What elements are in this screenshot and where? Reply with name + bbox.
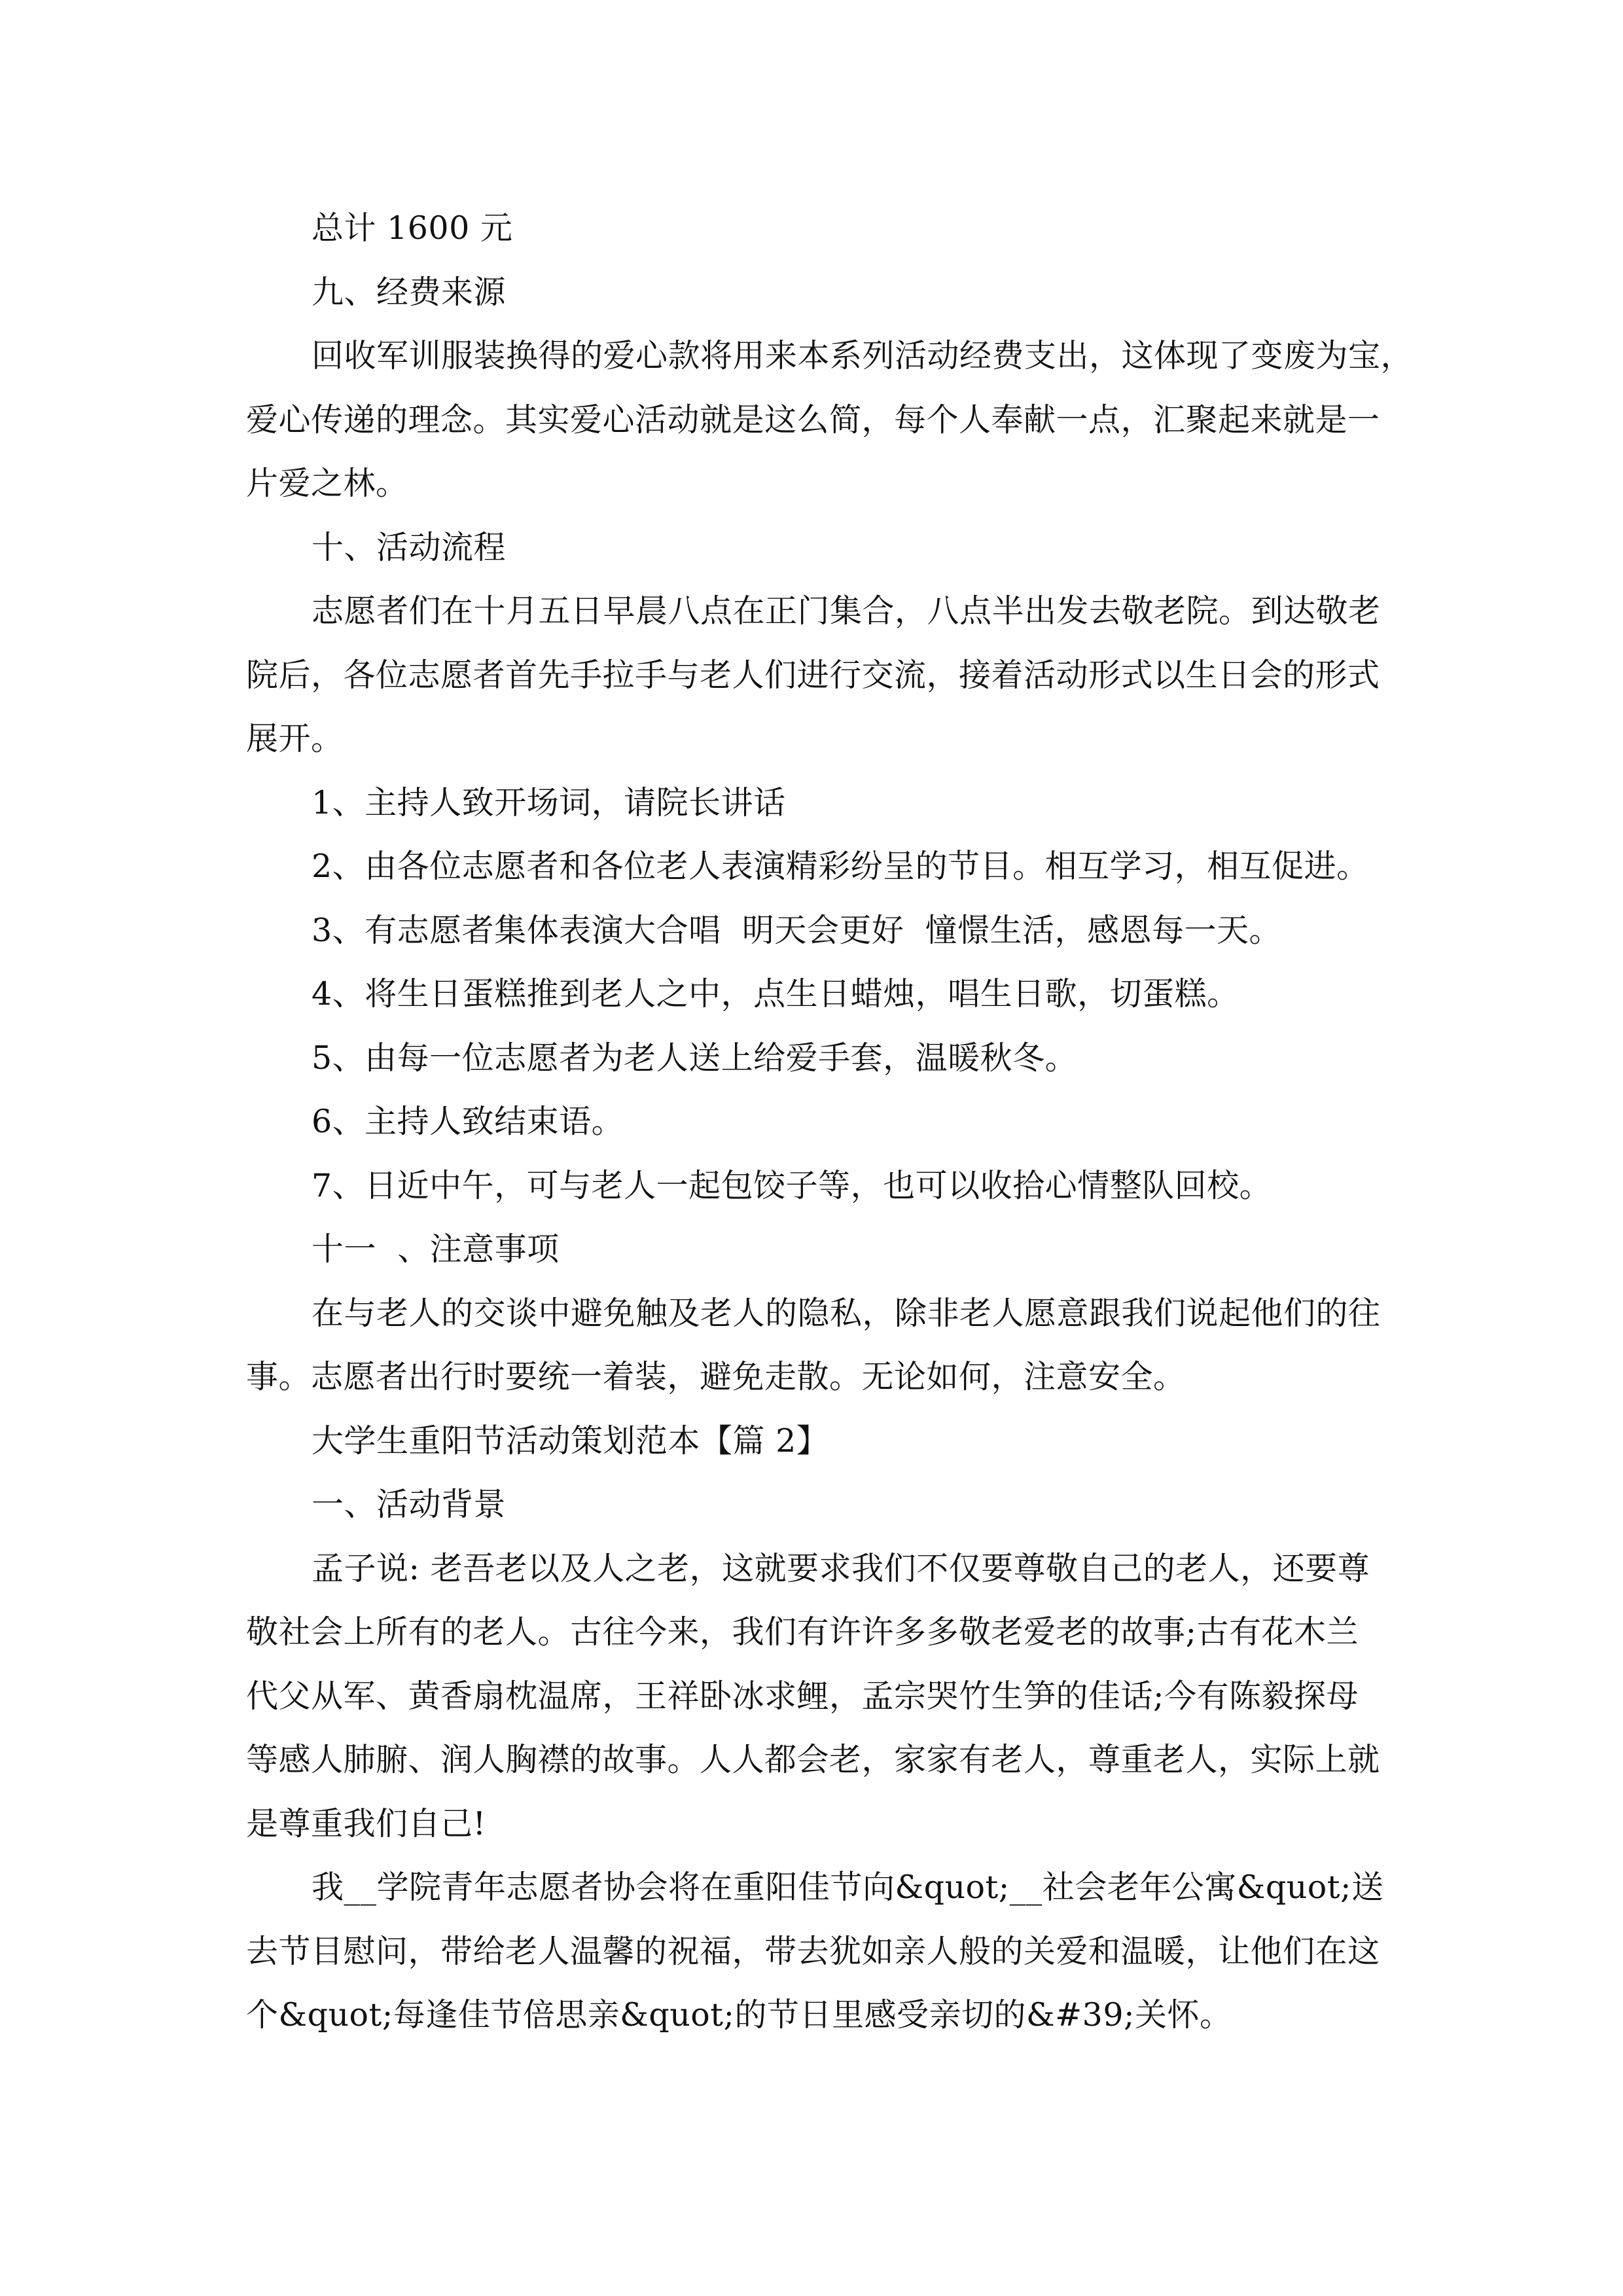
paragraph-line: 片爱之林。 <box>246 465 408 502</box>
section-heading-process: 十、活动流程 <box>312 528 507 566</box>
paragraph-line: 去节目慰问，带给老人温馨的祝福，带去犹如亲人般的关爱和温暖，让他们在这 <box>246 1932 1380 1970</box>
paragraph-line: 敬社会上所有的老人。古往今来，我们有许许多多敬老爱老的故事;古有花木兰 <box>246 1613 1359 1651</box>
section-heading-background: 一、活动背景 <box>312 1486 507 1523</box>
paragraph-line: 个&quot;每逢佳节倍思亲&quot;的节日里感受亲切的&#39;关怀。 <box>246 1996 1232 2034</box>
list-item: 3、有志愿者集体表演大合唱 明天会更好 憧憬生活，感恩每一天。 <box>312 911 1281 949</box>
paragraph-line: 院后，各位志愿者首先手拉手与老人们进行交流，接着活动形式以生日会的形式 <box>246 656 1380 694</box>
list-item: 5、由每一位志愿者为老人送上给爱手套，温暖秋冬。 <box>312 1039 1078 1077</box>
paragraph-line: 是尊重我们自己! <box>246 1804 486 1842</box>
document-body <box>246 196 1414 2047</box>
paragraph-line: 展开。 <box>246 720 344 757</box>
budget-total: 总计 1600 元 <box>312 209 513 247</box>
article-title: 大学生重阳节活动策划范本【篇 2】 <box>312 1422 829 1460</box>
list-item: 1、主持人致开场词，请院长讲话 <box>312 783 786 821</box>
list-item: 6、主持人致结束语。 <box>312 1103 624 1140</box>
paragraph-line: 爱心传递的理念。其实爱心活动就是这么简，每个人奉献一点，汇聚起来就是一 <box>246 401 1380 439</box>
section-heading-funding: 九、经费来源 <box>312 273 507 311</box>
paragraph-line: 我__学院青年志愿者协会将在重阳佳节向&quot;__社会老年公寓&quot;送 <box>312 1869 1384 1906</box>
paragraph-line: 等感人肺腑、润人胸襟的故事。人人都会老，家家有老人，尊重老人，实际上就 <box>246 1741 1380 1778</box>
paragraph-line: 在与老人的交谈中避免触及老人的隐私，除非老人愿意跟我们说起他们的往 <box>312 1294 1381 1332</box>
paragraph-line: 孟子说: 老吾老以及人之老，这就要求我们不仅要尊敬自己的老人，还要尊 <box>312 1549 1370 1587</box>
paragraph-line: 回收军训服装换得的爱心款将用来本系列活动经费支出，这体现了变废为宝， <box>312 337 1414 374</box>
section-heading-notes: 十一 、注意事项 <box>312 1230 560 1268</box>
list-item: 2、由各位志愿者和各位老人表演精彩纷呈的节目。相互学习，相互促进。 <box>312 848 1369 885</box>
paragraph-line: 志愿者们在十月五日早晨八点在正门集合，八点半出发去敬老院。到达敬老 <box>312 592 1381 630</box>
paragraph-line: 代父从军、黄香扇枕温席，王祥卧冰求鲤，孟宗哭竹生笋的佳话;今有陈毅探母 <box>246 1677 1359 1715</box>
paragraph-line: 事。志愿者出行时要统一着装，避免走散。无论如何，注意安全。 <box>246 1358 1186 1395</box>
list-item: 4、将生日蛋糕推到老人之中，点生日蜡烛，唱生日歌，切蛋糕。 <box>312 975 1240 1013</box>
list-item: 7、日近中午，可与老人一起包饺子等，也可以收拾心情整队回校。 <box>312 1166 1272 1204</box>
